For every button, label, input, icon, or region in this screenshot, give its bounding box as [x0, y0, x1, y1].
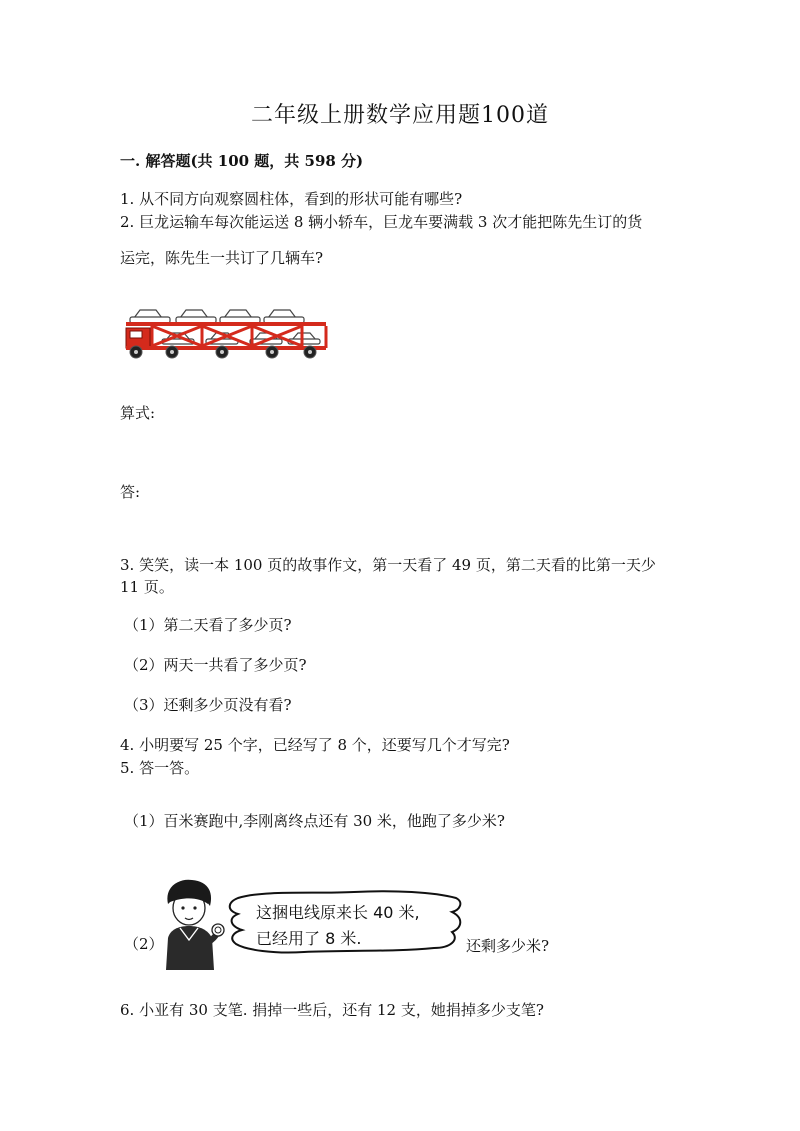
question-2-line-1: 2. 巨龙运输车每次能运送 8 辆小轿车，巨龙车要满载 3 次才能把陈先生订的货 [120, 213, 643, 231]
question-5-sub-2-prefix: （2） [124, 935, 164, 953]
question-3-sub-3: （3）还剩多少页没有看? [124, 696, 292, 714]
question-3-sub-1: （1）第二天看了多少页? [124, 616, 292, 634]
speech-bubble-line-1: 这捆电线原来长 40 米, [256, 903, 420, 922]
section-heading: 一. 解答题(共 100 题，共 598 分) [120, 152, 364, 170]
formula-label: 算式: [120, 404, 156, 422]
answer-label: 答: [120, 483, 141, 501]
question-5-sub-1: （1）百米赛跑中,李刚离终点还有 30 米，他跑了多少米? [124, 812, 505, 830]
question-4: 4. 小明要写 25 个字，已经写了 8 个，还要写几个才写完? [120, 736, 510, 754]
car-transporter-image [122, 298, 330, 360]
question-3-line-1: 3. 笑笑，读一本 100 页的故事作文，第一天看了 49 页，第二天看的比第一天少 [120, 556, 656, 574]
speech-bubble-line-2: 已经用了 8 米. [256, 929, 362, 948]
question-5-sub-2-suffix: 还剩多少米? [466, 937, 550, 955]
boy-illustration [156, 878, 228, 970]
question-1: 1. 从不同方向观察圆柱体，看到的形状可能有哪些? [120, 190, 463, 208]
page-title: 二年级上册数学应用题100道 [251, 103, 549, 128]
question-3-sub-2: （2）两天一共看了多少页? [124, 656, 307, 674]
question-2-line-2: 运完，陈先生一共订了几辆车? [120, 249, 324, 267]
question-5: 5. 答一答。 [120, 759, 200, 777]
question-3-line-2: 11 页。 [120, 578, 174, 596]
question-6: 6. 小亚有 30 支笔. 捐掉一些后，还有 12 支，她捐掉多少支笔? [120, 1001, 544, 1019]
